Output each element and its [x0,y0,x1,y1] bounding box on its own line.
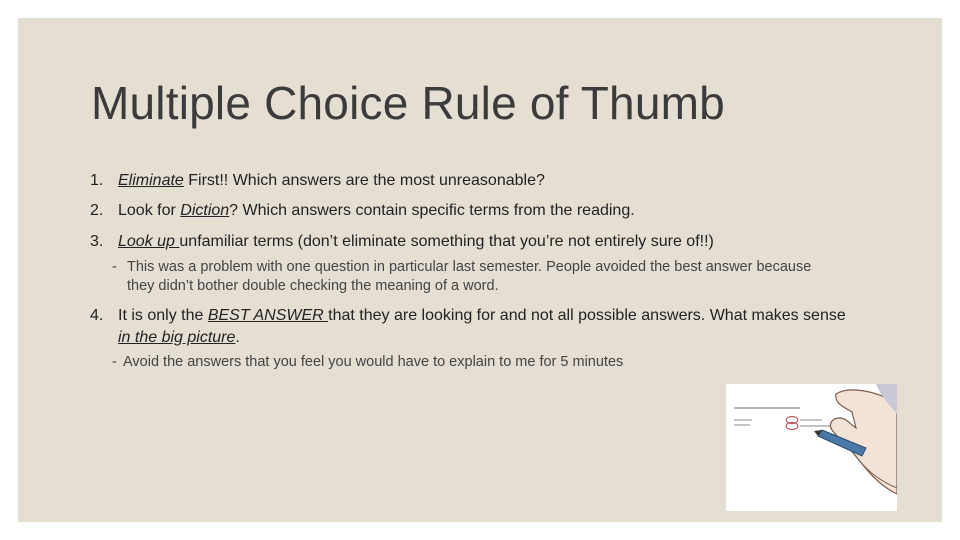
item-prefix: It is only the [118,307,208,324]
item-number: 4. [90,307,104,324]
underlined-term: Diction [180,202,230,219]
item-number: 1. [90,172,104,189]
item-text [118,170,858,192]
dash-marker: - [112,259,117,275]
slide [18,18,942,522]
item-suffix: . [235,329,240,346]
item-rest: ? Which answers contain specific terms from the reading. [229,202,635,219]
sub-bullet-text: This was a problem with one question in particular last semester. People avoided the best answer because they didn’t bother double checking the meaning of a word. [127,259,812,294]
underlined-term: BEST ANSWER [207,307,329,324]
item-text [118,305,858,349]
sub-bullet-text: Avoid the answers that you feel you would have to explain to me for 5 minutes [123,354,624,370]
item-rest: First!! Which answers are the most unreasonable? [183,172,545,189]
underlined-term: Look up [118,233,180,250]
slide-title: Multiple Choice Rule of Thumb [91,77,725,129]
item-prefix: Look for [118,202,181,219]
item-text [118,200,858,222]
item-text [118,231,858,253]
underlined-phrase: in the big picture [118,329,236,346]
hand-writing-illustration [726,384,897,511]
underlined-term: Eliminate [118,172,184,189]
item-number: 3. [90,233,104,250]
item-rest: unfamiliar terms (don’t eliminate something that you’re not entirely sure of!!) [179,233,714,250]
hand-writing-icon [726,384,897,511]
item-number: 2. [90,202,104,219]
dash-marker: - [112,354,117,370]
item-middle: that they are looking for and not all possible answers. What makes sense [328,307,846,324]
